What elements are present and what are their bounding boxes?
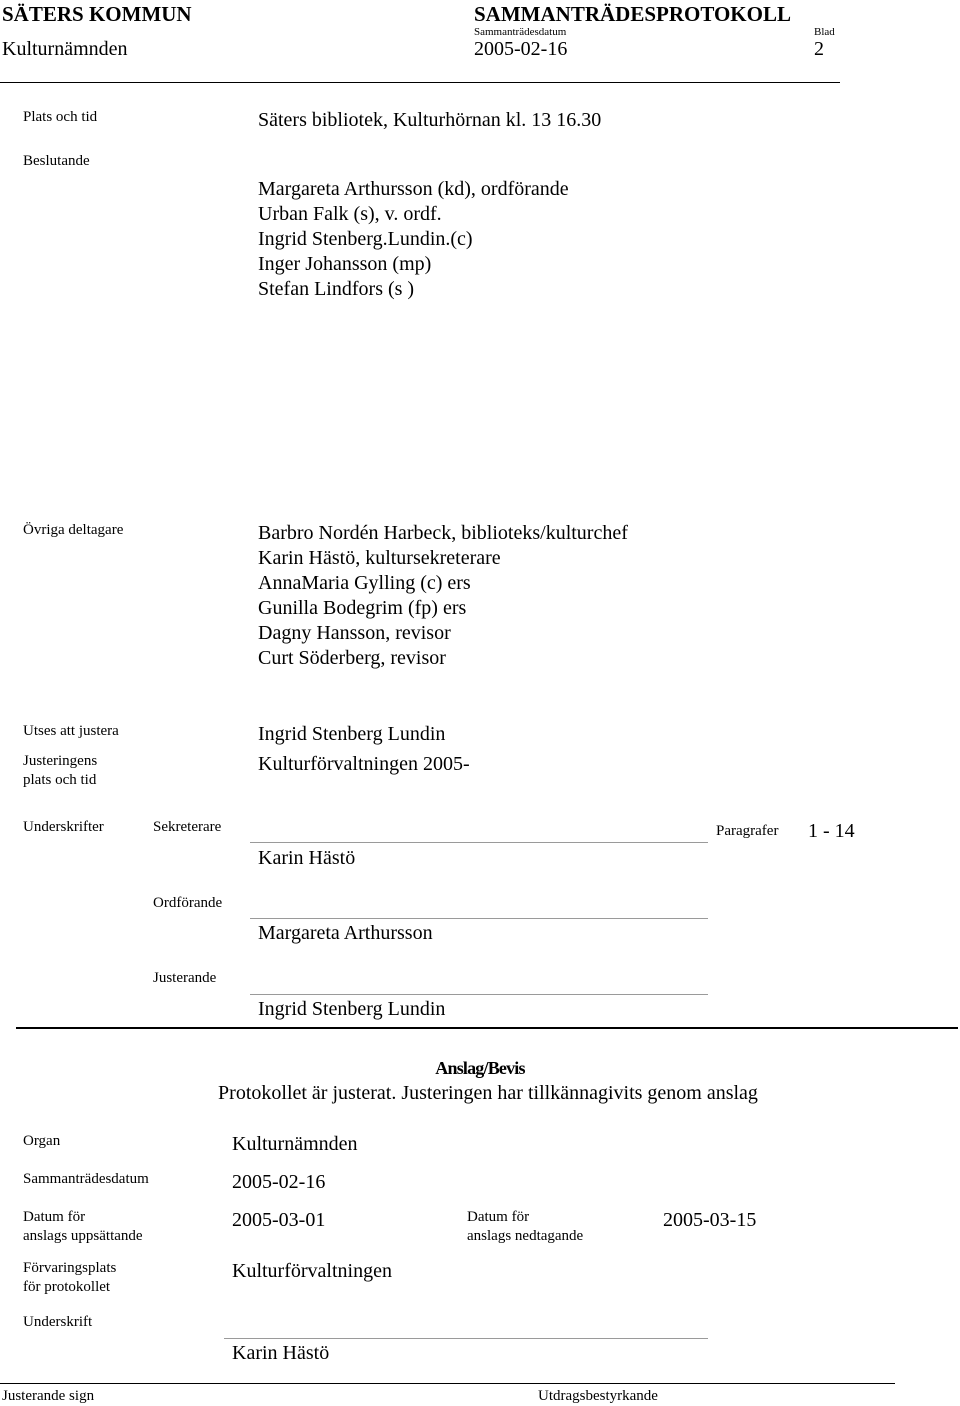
decision-maker: Stefan Lindfors (s ): [258, 278, 415, 300]
notice-signature-label: Underskrift: [23, 1314, 93, 1330]
removed-date-label-line1: Datum för: [467, 1209, 530, 1225]
notice-signature-line: [224, 1338, 708, 1339]
footer-adjuster-sign: Justerande sign: [2, 1388, 95, 1404]
notice-signature-name: Karin Hästö: [232, 1342, 330, 1364]
participant: AnnaMaria Gylling (c) ers: [258, 572, 471, 594]
adjustment-place-label-line2: plats och tid: [23, 772, 97, 788]
adjuster-name: Ingrid Stenberg Lundin: [258, 998, 446, 1020]
chair-name: Margareta Arthursson: [258, 922, 433, 944]
organ-value: Kulturnämnden: [232, 1133, 358, 1155]
paragraphs-value: 1 - 14: [808, 820, 855, 842]
storage-value: Kulturförvaltningen: [232, 1260, 392, 1282]
posted-date-value: 2005-03-01: [232, 1209, 326, 1231]
adjuster-label: Utses att justera: [23, 723, 119, 739]
document-type: SAMMANTRÄDESPROTOKOLL: [474, 2, 791, 26]
decision-makers-list: [258, 177, 569, 302]
adjuster-signature-line: [250, 994, 708, 995]
decision-maker: Ingrid Stenberg.Lundin.(c): [258, 228, 473, 250]
header-date: 2005-02-16: [474, 38, 568, 60]
paragraphs-label: Paragrafer: [716, 823, 779, 839]
chair-signature-line: [250, 918, 708, 919]
posted-date-label-line2: anslags uppsättande: [23, 1228, 143, 1244]
storage-label-line1: Förvaringsplats: [23, 1260, 117, 1276]
notice-title: Anslag/Bevis: [435, 1058, 525, 1078]
adjuster-value: Ingrid Stenberg Lundin: [258, 723, 446, 745]
adjuster-role: Justerande: [153, 970, 217, 986]
decision-maker: Margareta Arthursson (kd), ordförande: [258, 178, 569, 200]
footer-rule: [0, 1383, 895, 1384]
secretary-signature-line: [250, 842, 708, 843]
notice-text: Protokollet är justerat. Justeringen har tillkännagivits genom anslag: [218, 1082, 758, 1104]
municipality-name: SÄTERS KOMMUN: [2, 2, 192, 26]
removed-date-value: 2005-03-15: [663, 1209, 757, 1231]
decision-maker: Inger Johansson (mp): [258, 253, 432, 275]
adjustment-place-value: Kulturförvaltningen 2005-: [258, 753, 470, 775]
removed-date-label-line2: anslags nedtagande: [467, 1228, 584, 1244]
other-participants-label: Övriga deltagare: [23, 522, 124, 538]
meeting-date-value: 2005-02-16: [232, 1171, 326, 1193]
participant: Curt Söderberg, revisor: [258, 647, 446, 669]
place-time-label: Plats och tid: [23, 109, 98, 125]
posted-date-label-line1: Datum för: [23, 1209, 86, 1225]
participant: Dagny Hansson, revisor: [258, 622, 451, 644]
decision-maker: Urban Falk (s), v. ordf.: [258, 203, 442, 225]
organ-label: Organ: [23, 1133, 61, 1149]
chair-role: Ordförande: [153, 895, 223, 911]
meeting-date-label: Sammanträdesdatum: [23, 1171, 149, 1187]
place-time-value: Säters bibliotek, Kulturhörnan kl. 13 16.30: [258, 109, 602, 131]
decision-makers-label: Beslutande: [23, 153, 90, 169]
participant: Gunilla Bodegrim (fp) ers: [258, 597, 467, 619]
secretary-name: Karin Hästö: [258, 847, 356, 869]
header-page-label: Blad: [814, 26, 835, 38]
header-page-number: 2: [814, 38, 824, 60]
header-date-label: Sammanträdesdatum: [474, 26, 567, 38]
section-divider: [16, 1027, 958, 1029]
adjustment-place-label-line1: Justeringens: [23, 753, 98, 769]
committee-name: Kulturnämnden: [2, 38, 128, 60]
participant: Karin Hästö, kultursekreterare: [258, 547, 501, 569]
secretary-role: Sekreterare: [153, 819, 222, 835]
participant: Barbro Nordén Harbeck, biblioteks/kulturchef: [258, 522, 628, 544]
header-rule: [0, 82, 840, 83]
storage-label-line2: för protokollet: [23, 1279, 111, 1295]
footer-extract-certification: Utdragsbestyrkande: [538, 1388, 658, 1404]
other-participants-list: [258, 521, 628, 671]
signatures-label: Underskrifter: [23, 819, 104, 835]
